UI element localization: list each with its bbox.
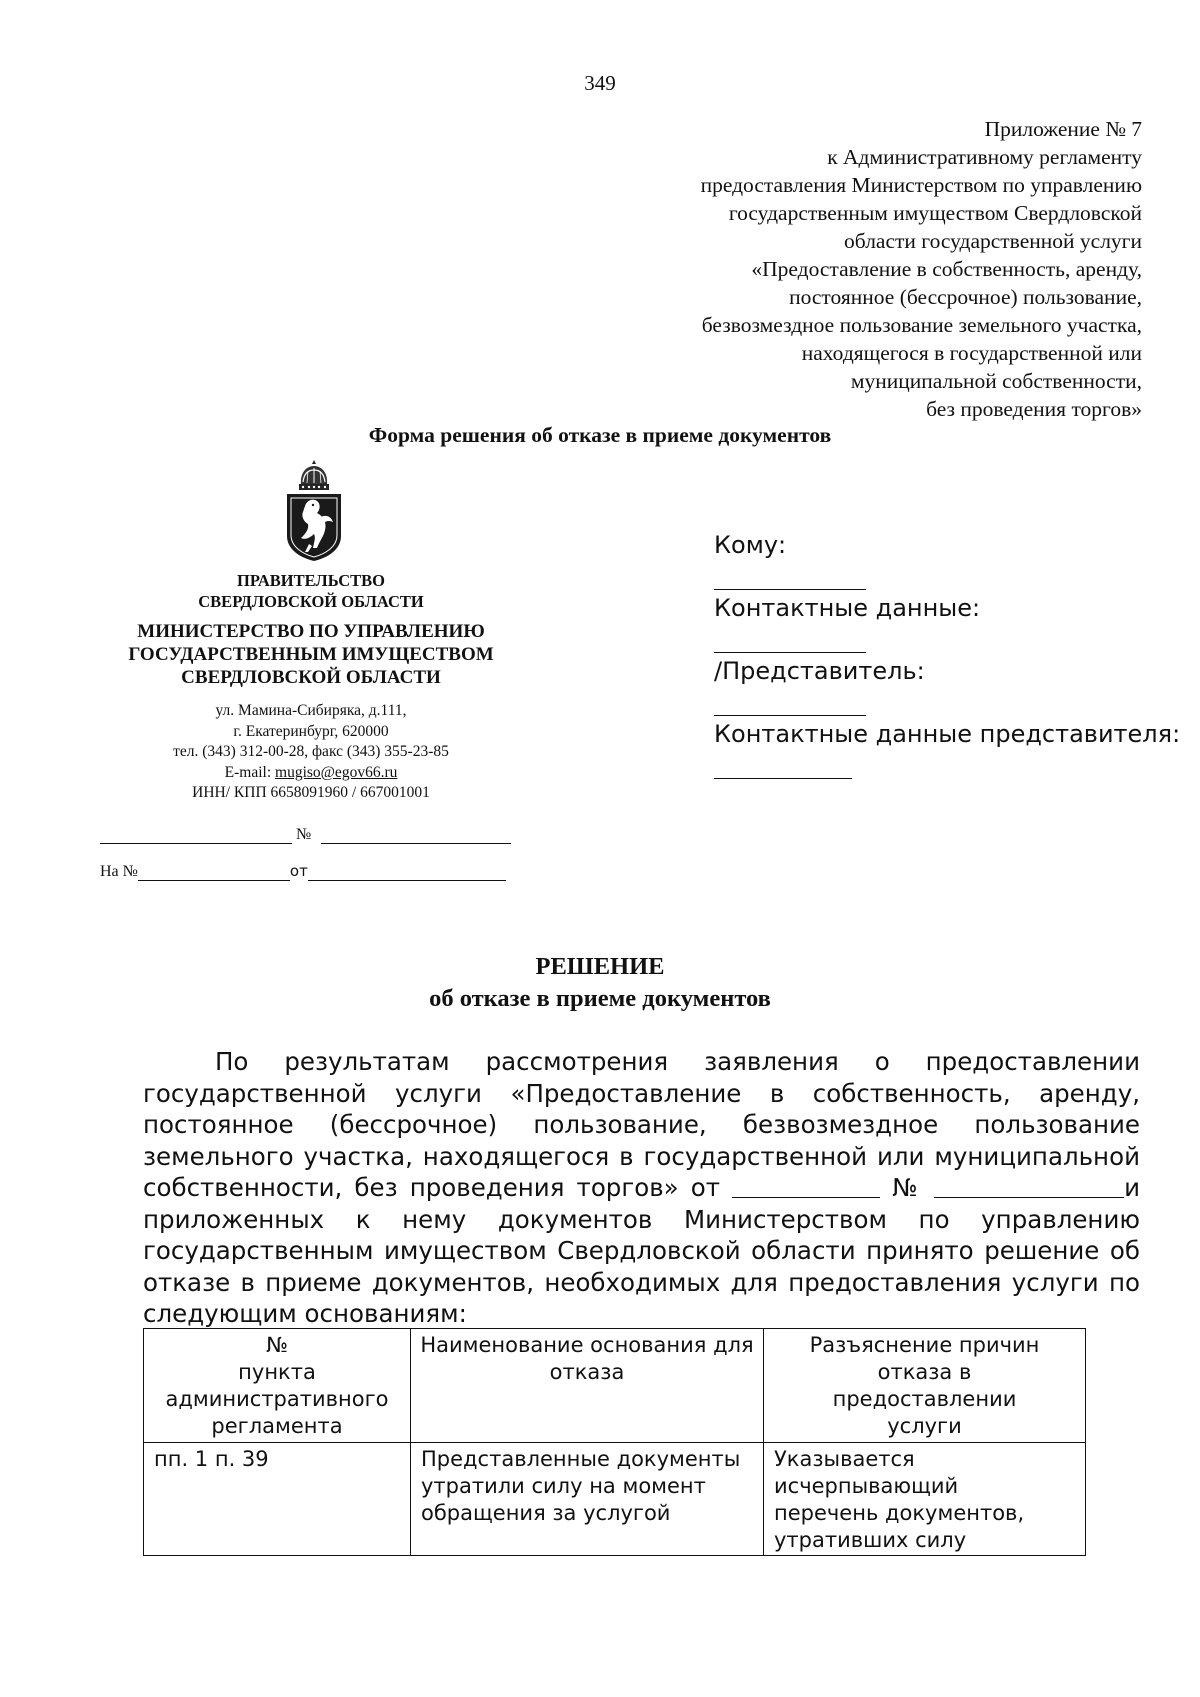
header-line: Наименование основания для <box>420 1333 754 1357</box>
header-line: пункта <box>238 1360 316 1384</box>
appendix-line: «Предоставление в собственность, аренду, <box>751 257 1142 281</box>
header-line: услуги <box>887 1414 962 1438</box>
phone-fax: тел. (343) 312-00-28, факс (343) 355-23-85 <box>173 743 449 760</box>
appendix-line: к Административному регламенту <box>827 145 1142 169</box>
address-street: ул. Мамина-Сибиряка, д.111, <box>215 702 407 719</box>
recipient-to-blank <box>714 561 866 590</box>
header-line: Разъяснение причин отказа в <box>809 1333 1040 1384</box>
reference-line <box>100 862 540 881</box>
registration-number-blank <box>321 829 511 844</box>
appendix-line: постоянное (бессрочное) пользование, <box>789 285 1142 309</box>
cell-line: утративших силу <box>774 1528 967 1552</box>
registration-date-blank <box>100 829 292 844</box>
number-sign: № <box>296 826 312 843</box>
decision-title: РЕШЕНИЕ <box>535 953 665 980</box>
reference-date-blank <box>308 866 506 881</box>
appendix-line: муниципальной собственности, <box>850 369 1142 393</box>
email-link[interactable]: mugiso@egov66.ru <box>275 763 398 781</box>
header-line: предоставлении <box>832 1387 1017 1411</box>
header-line: административного <box>165 1387 389 1411</box>
form-title: Форма решения об отказе в приеме документов <box>368 423 832 447</box>
decision-heading <box>0 951 1200 1015</box>
header-refusal-explanation <box>764 1329 1086 1443</box>
organization-header <box>95 570 527 804</box>
appendix-line: государственным имуществом Свердловской <box>728 201 1142 225</box>
coat-of-arms-sverdlovsk-icon <box>283 458 345 562</box>
government-name-line: СВЕРДЛОВСКОЙ ОБЛАСТИ <box>198 592 424 611</box>
cell-line: обращения за услугой <box>421 1501 671 1525</box>
recipient-block <box>714 530 1180 782</box>
cell-refusal-explanation <box>764 1443 1086 1556</box>
cell-refusal-ground <box>411 1443 764 1556</box>
cell-line: Указывается исчерпывающий <box>774 1447 959 1498</box>
header-regulation-point <box>144 1329 411 1443</box>
inn-kpp: ИНН/ КПП 6658091960 / 667001001 <box>192 784 430 801</box>
page-number: 349 <box>584 71 616 95</box>
representative-contacts-blank <box>714 750 852 779</box>
cell-line: Представленные документы <box>421 1447 741 1471</box>
application-number-blank <box>934 1173 1124 1198</box>
email-label: E-mail: <box>224 763 276 781</box>
header-line: № <box>266 1333 288 1357</box>
ministry-name-line: СВЕРДЛОВСКОЙ ОБЛАСТИ <box>181 667 441 688</box>
decision-body <box>143 1046 1140 1330</box>
header-line: регламента <box>211 1414 343 1438</box>
ministry-name-line: МИНИСТЕРСТВО ПО УПРАВЛЕНИЮ <box>137 621 485 642</box>
government-name-line: ПРАВИТЕЛЬСТВО <box>237 571 385 590</box>
cell-line: перечень документов, <box>774 1501 1025 1525</box>
appendix-line: области государственной услуги <box>844 229 1142 253</box>
decision-subtitle: об отказе в приеме документов <box>429 985 771 1012</box>
appendix-heading <box>502 115 1142 423</box>
reference-prefix: На № <box>100 863 138 880</box>
representative-contacts-label: Контактные данные представителя: <box>714 720 1181 748</box>
table-header-row <box>144 1329 1086 1443</box>
registration-number-line <box>100 826 540 844</box>
decision-paragraph <box>143 1046 1140 1330</box>
table-row <box>144 1443 1086 1556</box>
recipient-contacts-blank <box>714 624 866 653</box>
cell-regulation-point: пп. 1 п. 39 <box>144 1443 411 1556</box>
appendix-line: предоставления Министерством по управлению <box>700 173 1142 197</box>
appendix-line: безвозмездное пользование земельного участка, <box>701 313 1142 337</box>
email-line <box>95 763 527 784</box>
cell-line: утратили силу на момент <box>421 1474 706 1498</box>
refusal-grounds-table <box>143 1328 1086 1556</box>
representative-blank <box>714 687 866 716</box>
application-date-blank <box>732 1173 880 1198</box>
header-refusal-ground <box>411 1329 764 1443</box>
appendix-line: Приложение № 7 <box>984 117 1142 141</box>
body-part1: По результатам рассмотрения заявления о предоставлении государственной услуги «Предоставление в собственность, аренду, постоянное (бессрочное) пользование, безвозмездное пользование земельного участка, находящегося в государственной или муниципальной собственности, без проведения торгов» от <box>143 1047 1140 1202</box>
reference-number-blank <box>138 866 290 881</box>
ministry-name-line: ГОСУДАРСТВЕННЫМ ИМУЩЕСТВОМ <box>128 644 494 665</box>
body-part2: и приложенных к нему документов Министерством по управлению государственным имуществом Свердловской области принято решение об отказе в приеме документов, необходимых для предоставления услуги по следующим основаниям: <box>143 1173 1140 1328</box>
appendix-line: без проведения торгов» <box>926 397 1142 421</box>
recipient-to-label: Кому: <box>714 531 787 559</box>
header-line: отказа <box>549 1360 625 1384</box>
address-city: г. Екатеринбург, 620000 <box>233 722 389 740</box>
recipient-contacts-label: Контактные данные: <box>714 594 981 622</box>
appendix-line: находящегося в государственной или <box>801 341 1142 365</box>
reference-from-label: от <box>289 862 308 880</box>
representative-label: /Представитель: <box>714 657 925 685</box>
body-number-sign: № <box>880 1173 935 1202</box>
